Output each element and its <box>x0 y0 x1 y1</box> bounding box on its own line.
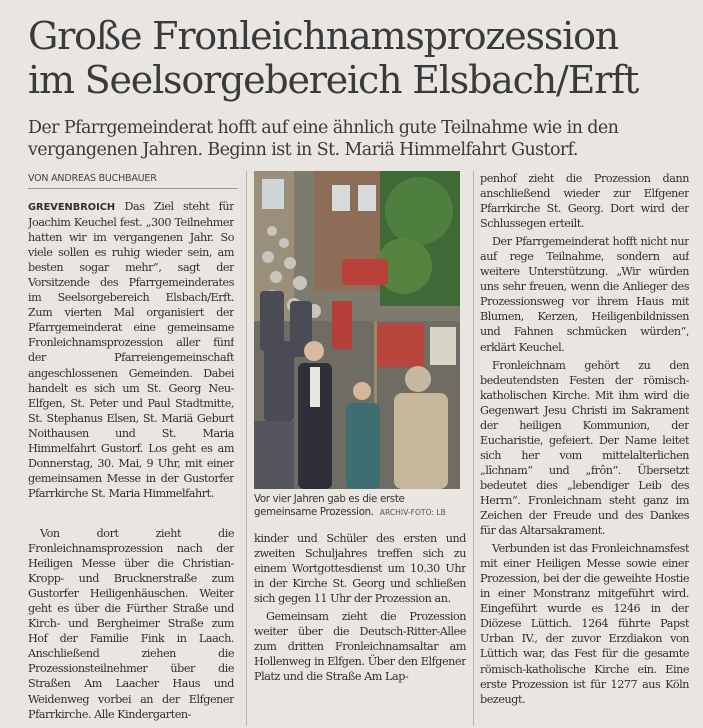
column-2 <box>254 531 466 726</box>
paragraph-4: Gemeinsam zieht die Prozession weiter über die Deutsch-Ritter-Allee zum dritten Fronleichnamsaltar am Hollenweg in Elfgen. Über den Elfgener Platz und die Straße Am Lap- <box>254 610 466 684</box>
paragraph-6: Der Pfarrgemeinderat hofft nicht nur auf rege Teilnahme, sondern auf weitere Unterstützung. „Wir würden uns sehr freuen, wenn die Anlieger des Prozessionsweg vor ihrem Haus mit Blumen, Kerzen, Heiligenbildnissen und Fahnen schmücken würden“, erklärt Keuchel. <box>480 235 689 354</box>
procession-photo <box>254 171 460 489</box>
byline: VON ANDREAS BUCHBAUER <box>28 173 238 189</box>
paragraph-1-text: Das Ziel steht für Joachim Keuchel fest. „300 Teilnehmer hatten wir im vergangenen Jahr. So viele sollen es ruhig wieder sein, am besten sogar mehr“, sagt der Vorsitzende des Pfarrgemeinderates im Seelsorgebereich Elsbach/Erft. Zum vierten Mal organisiert der Pfarrgemeinderat eine gemeinsame Fronleichnamsprozession aller fünf der Pfarreiengemeinschaft angeschlossenen Gemeinden. Dabei handelt es sich um St. Georg Neu-Elfgen, St. Peter und Paul Stadtmitte, St. Stephanus Elsen, St. Mariä Geburt Noithausen und St. Maria Himmelfahrt Gustorf. Los geht es am Donnerstag, 30. Mai, 9 Uhr, mit einer gemeinsamen Messe in der Gustorfer Pfarrkirche St. Maria Himmelfahrt. <box>28 200 234 500</box>
headline-line-2: im Seelsorgebereich Elsbach/Erft <box>28 58 639 102</box>
procession-photo-illustration <box>254 171 460 489</box>
column-1-top <box>28 199 234 523</box>
column-divider-2 <box>473 171 474 726</box>
paragraph-2: Von dort zieht die Fronleichnamsprozession nach der Heiligen Messe über die Christian-Kropp- und Brucknerstraße zum Gustorfer Heiligenhäuschen. Weiter geht es über die Fürther Straße und Kirch- und Bergheimer Straße zum Hof der Familie Fink in Laach. Anschließend ziehen die Prozessionsteilnehmer über die Straßen Am Laacher Haus und Weidenweg vorbei an der Elfgener Pfarrkirche. Alle Kindergarten- <box>28 527 234 721</box>
caption-text: Vor vier Jahren gab es die erste gemeinsame Prozession. <box>254 494 405 518</box>
column-divider-1 <box>246 171 247 726</box>
subheadline: Der Pfarrgemeinderat hofft auf eine ähnlich gute Teilnahme wie in den vergangenen Jahren. Beginn ist in St. Mariä Himmelfahrt Gustorf. <box>28 118 619 160</box>
paragraph-8: Verbunden ist das Fronleichnamsfest mit einer Heiligen Messe sowie einer Prozession, bei der die geweihte Hostie in einer Monstranz mitgeführt wird. Eingeführt wurde es 1246 in der Diözese Lüttich. 1264 führte Papst Urban IV., der zuvor Erzdiakon von Lüttich war, das Fest für die gesamte römisch-katholische Kirche ein. Eine erste Prozession ist für 1277 aus Köln bezeugt. <box>480 542 689 706</box>
paragraph-7: Fronleichnam gehört zu den bedeutendsten Festen der römisch-katholischen Kirche. Mit ihm wird die Gegenwart Jesu Christi im Sakrament der heiligen Kommunion, der Eucharistie, gefeiert. Der Name leitet sich her vom mittelalterlichen „lîchnam“ und „frôn“. Übersetzt bedeutet dies „lebendiger Leib des Herrn“. Fronleichnam steht ganz im Zeichen der Freude und des Dankes für das Altarsakrament. <box>480 358 689 538</box>
paragraph-5: penhof zieht die Prozession dann anschließend wieder zur Elfgener Pfarrkirche St. Georg. Dort wird der Schlussegen erteilt. <box>480 172 689 231</box>
photo-caption <box>254 493 466 519</box>
column-1-bottom <box>28 526 234 726</box>
dateline-location: GREVENBROICH <box>28 202 116 213</box>
paragraph-3: kinder und Schüler des ersten und zweiten Schuljahres treffen sich zu einem Wortgottesdienst um 10.30 Uhr in der Kirche St. Georg und schließen sich gegen 11 Uhr der Prozession an. <box>254 532 466 606</box>
paragraph-intro <box>28 199 234 501</box>
photo-credit: ARCHIV-FOTO: LB <box>379 508 446 517</box>
headline-line-1: Große Fronleichnamsprozession <box>28 14 619 58</box>
column-3 <box>480 171 689 726</box>
headline <box>28 14 696 102</box>
